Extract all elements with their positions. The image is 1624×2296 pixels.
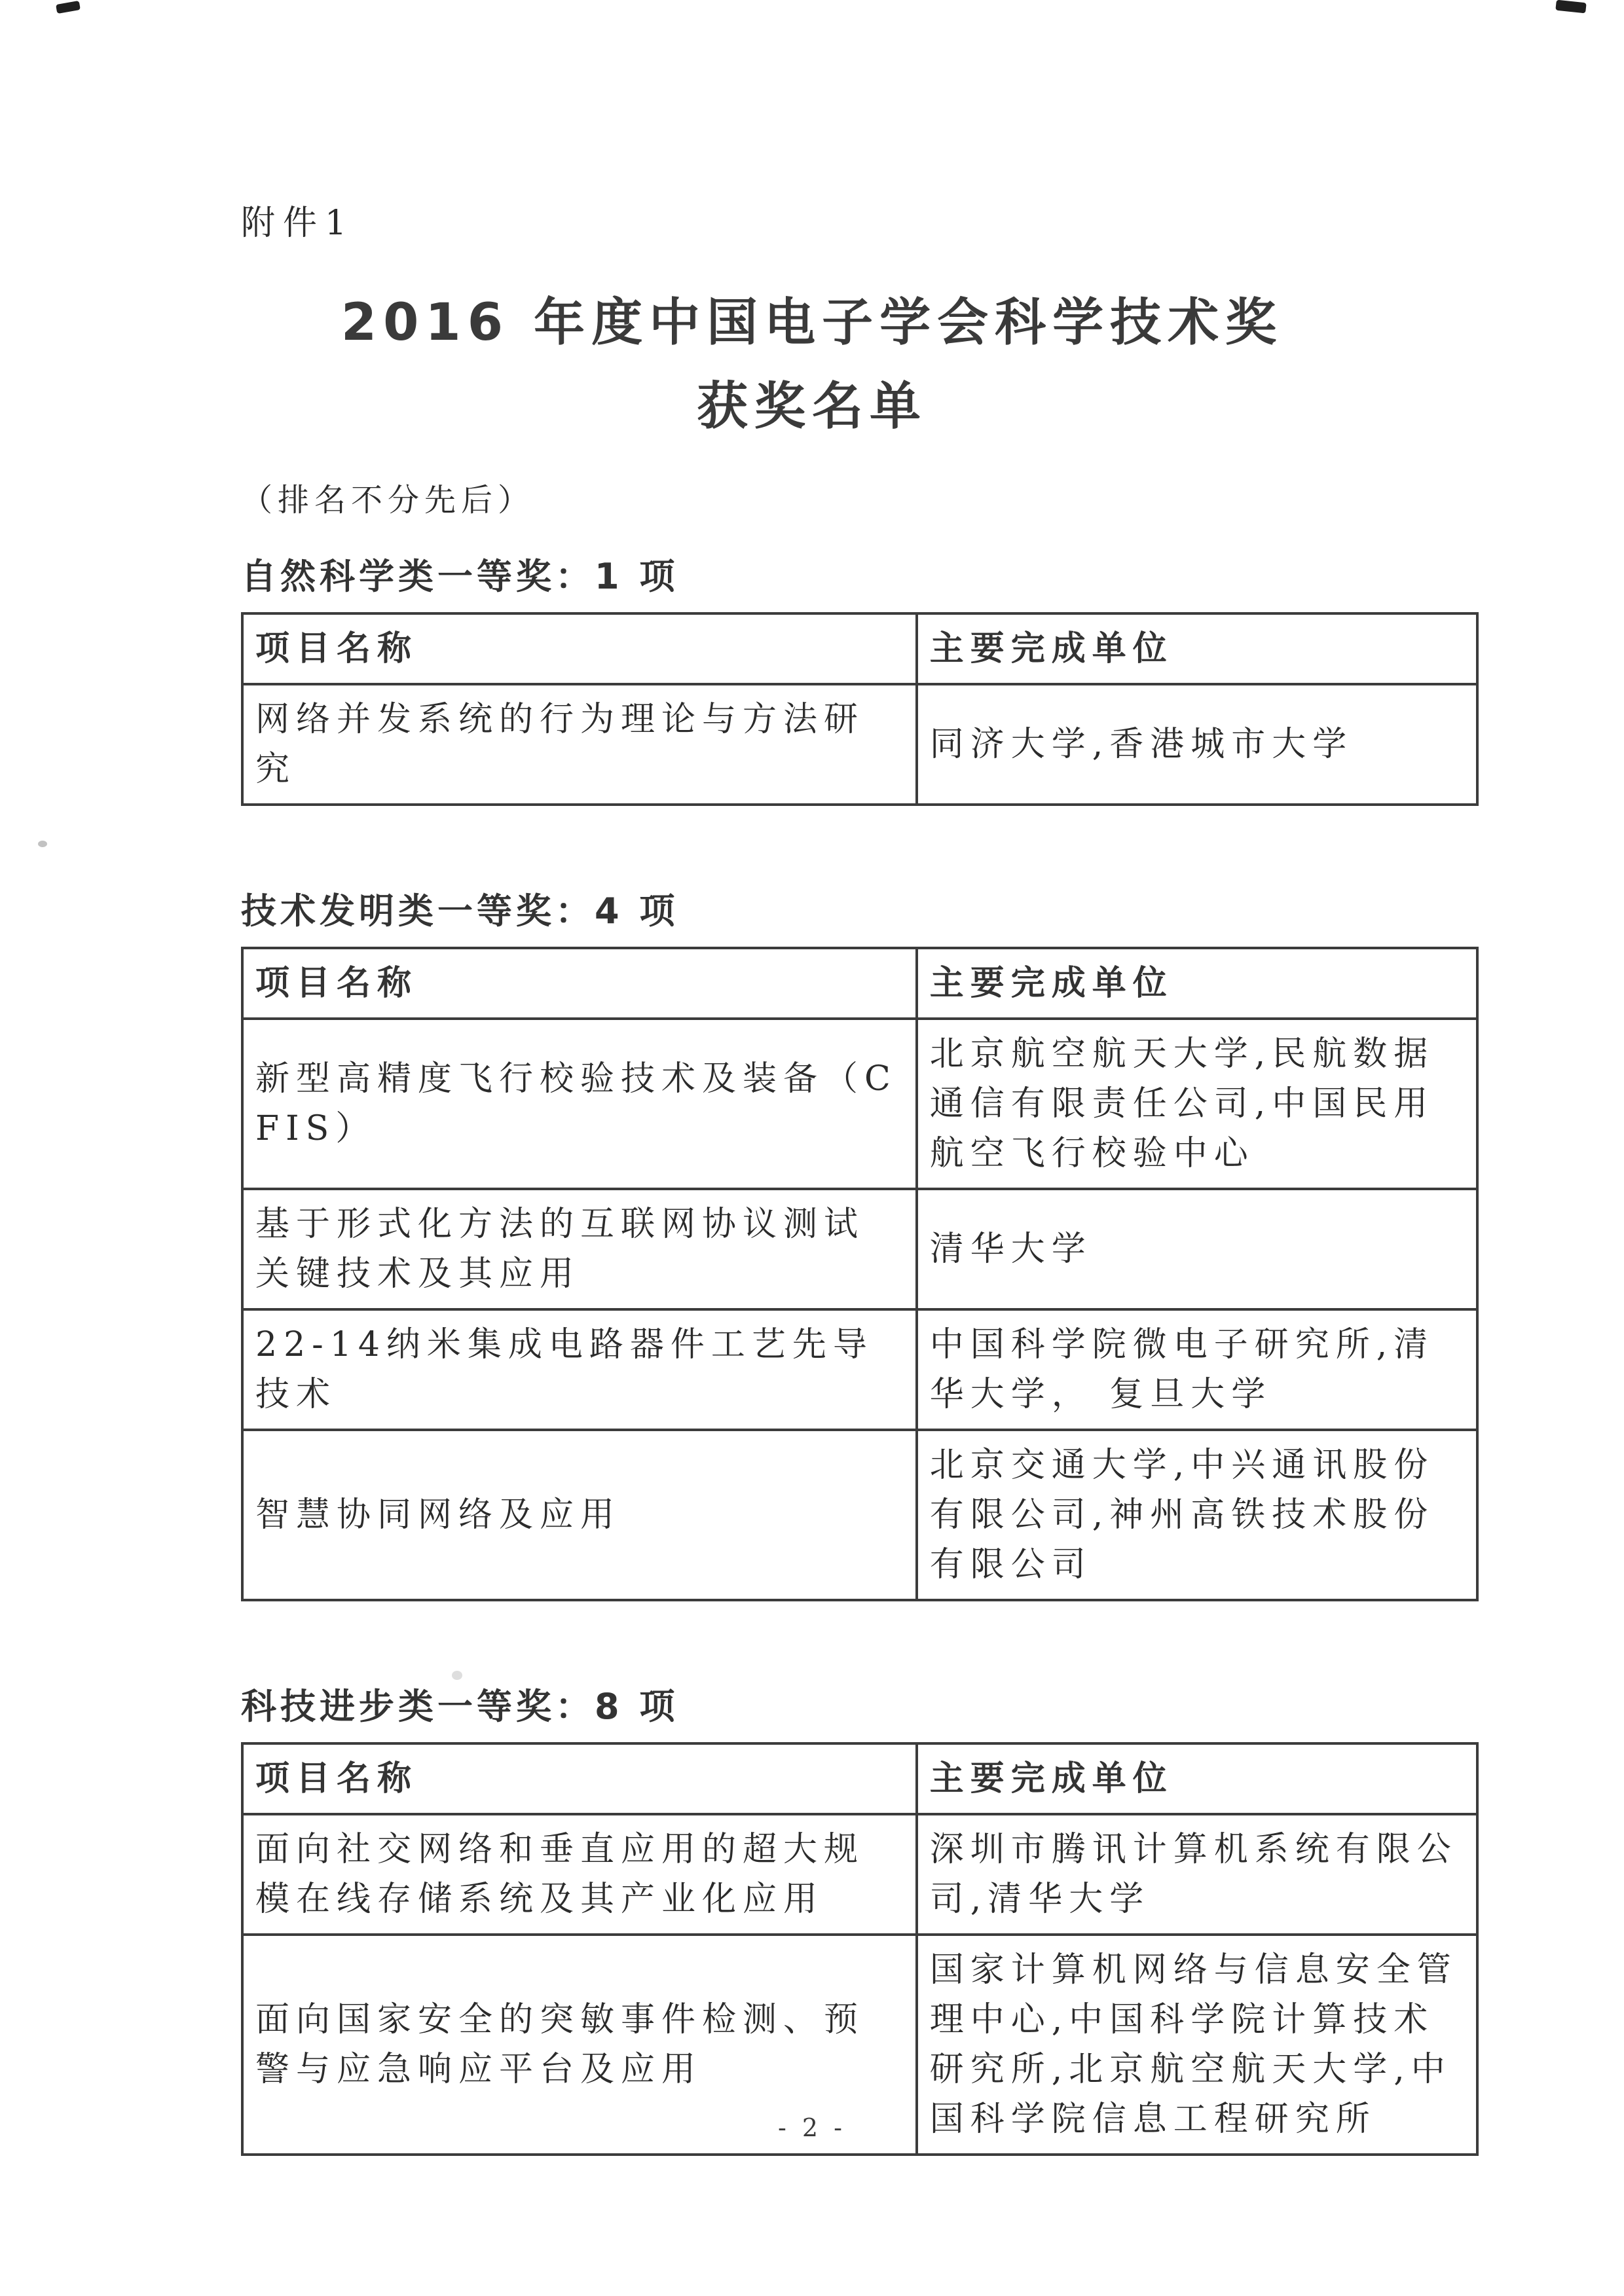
table-row [242, 684, 1477, 805]
section-heading-sci-tech-progress: 科技进步类一等奖：8 项 [241, 1686, 679, 1727]
attachment-label: 附件1 [241, 204, 355, 243]
organization-header: 主要完成单位 [917, 948, 1477, 1019]
organization-cell: 北京交通大学,中兴通讯股份有限公司,神州高铁技术股份有限公司 [917, 1430, 1477, 1600]
award-table-natural-science [241, 612, 1479, 806]
table-row [242, 1189, 1477, 1309]
scan-artifact [38, 841, 47, 847]
award-table-technical-invention [241, 947, 1479, 1601]
project-name-header: 项目名称 [242, 1743, 917, 1814]
table-row [242, 1309, 1477, 1430]
organization-header: 主要完成单位 [917, 613, 1477, 684]
scan-artifact [1555, 0, 1586, 13]
organization-header: 主要完成单位 [917, 1743, 1477, 1814]
section-heading-natural-science: 自然科学类一等奖：1 项 [241, 556, 679, 597]
project-name-cell: 22-14纳米集成电路器件工艺先导技术 [242, 1309, 917, 1430]
project-name-cell: 网络并发系统的行为理论与方法研究 [242, 684, 917, 805]
section-heading-technical-invention: 技术发明类一等奖：4 项 [241, 890, 679, 932]
document-content [241, 195, 1479, 2156]
organization-cell: 国家计算机网络与信息安全管理中心,中国科学院计算技术研究所,北京航空航天大学,中国科学院信息工程研究所 [917, 1935, 1477, 2155]
project-name-cell: 基于形式化方法的互联网协议测试关键技术及其应用 [242, 1189, 917, 1309]
organization-cell: 清华大学 [917, 1189, 1477, 1309]
document-title-line2: 获奖名单 [696, 377, 927, 436]
table-header-row [242, 613, 1477, 684]
award-table-sci-tech-progress [241, 1742, 1479, 2156]
project-name-header: 项目名称 [242, 613, 917, 684]
project-name-cell: 面向国家安全的突敏事件检测、预警与应急响应平台及应用 [242, 1935, 917, 2155]
organization-cell: 中国科学院微电子研究所,清华大学， 复旦大学 [917, 1309, 1477, 1430]
table-header-row [242, 1743, 1477, 1814]
project-name-cell: 面向社交网络和垂直应用的超大规模在线存储系统及其产业化应用 [242, 1814, 917, 1935]
project-name-cell: 智慧协同网络及应用 [242, 1430, 917, 1600]
organization-cell: 北京航空航天大学,民航数据通信有限责任公司,中国民用航空飞行校验中心 [917, 1019, 1477, 1189]
scan-artifact [56, 1, 81, 14]
page-footer [0, 2113, 1624, 2142]
document-title-line1: 2016 年度中国电子学会科学技术奖 [341, 293, 1283, 352]
table-header-row [242, 948, 1477, 1019]
table-row [242, 1019, 1477, 1189]
project-name-header: 项目名称 [242, 948, 917, 1019]
organization-cell: 同济大学,香港城市大学 [917, 684, 1477, 805]
project-name-cell: 新型高精度飞行校验技术及装备（CFIS） [242, 1019, 917, 1189]
organization-cell: 深圳市腾讯计算机系统有限公司,清华大学 [917, 1814, 1477, 1935]
ranking-note: （排名不分先后） [241, 482, 535, 519]
document-title [0, 281, 1624, 448]
table-row [242, 1430, 1477, 1600]
table-row [242, 1814, 1477, 1935]
page-number: - 2 - [777, 2113, 846, 2142]
